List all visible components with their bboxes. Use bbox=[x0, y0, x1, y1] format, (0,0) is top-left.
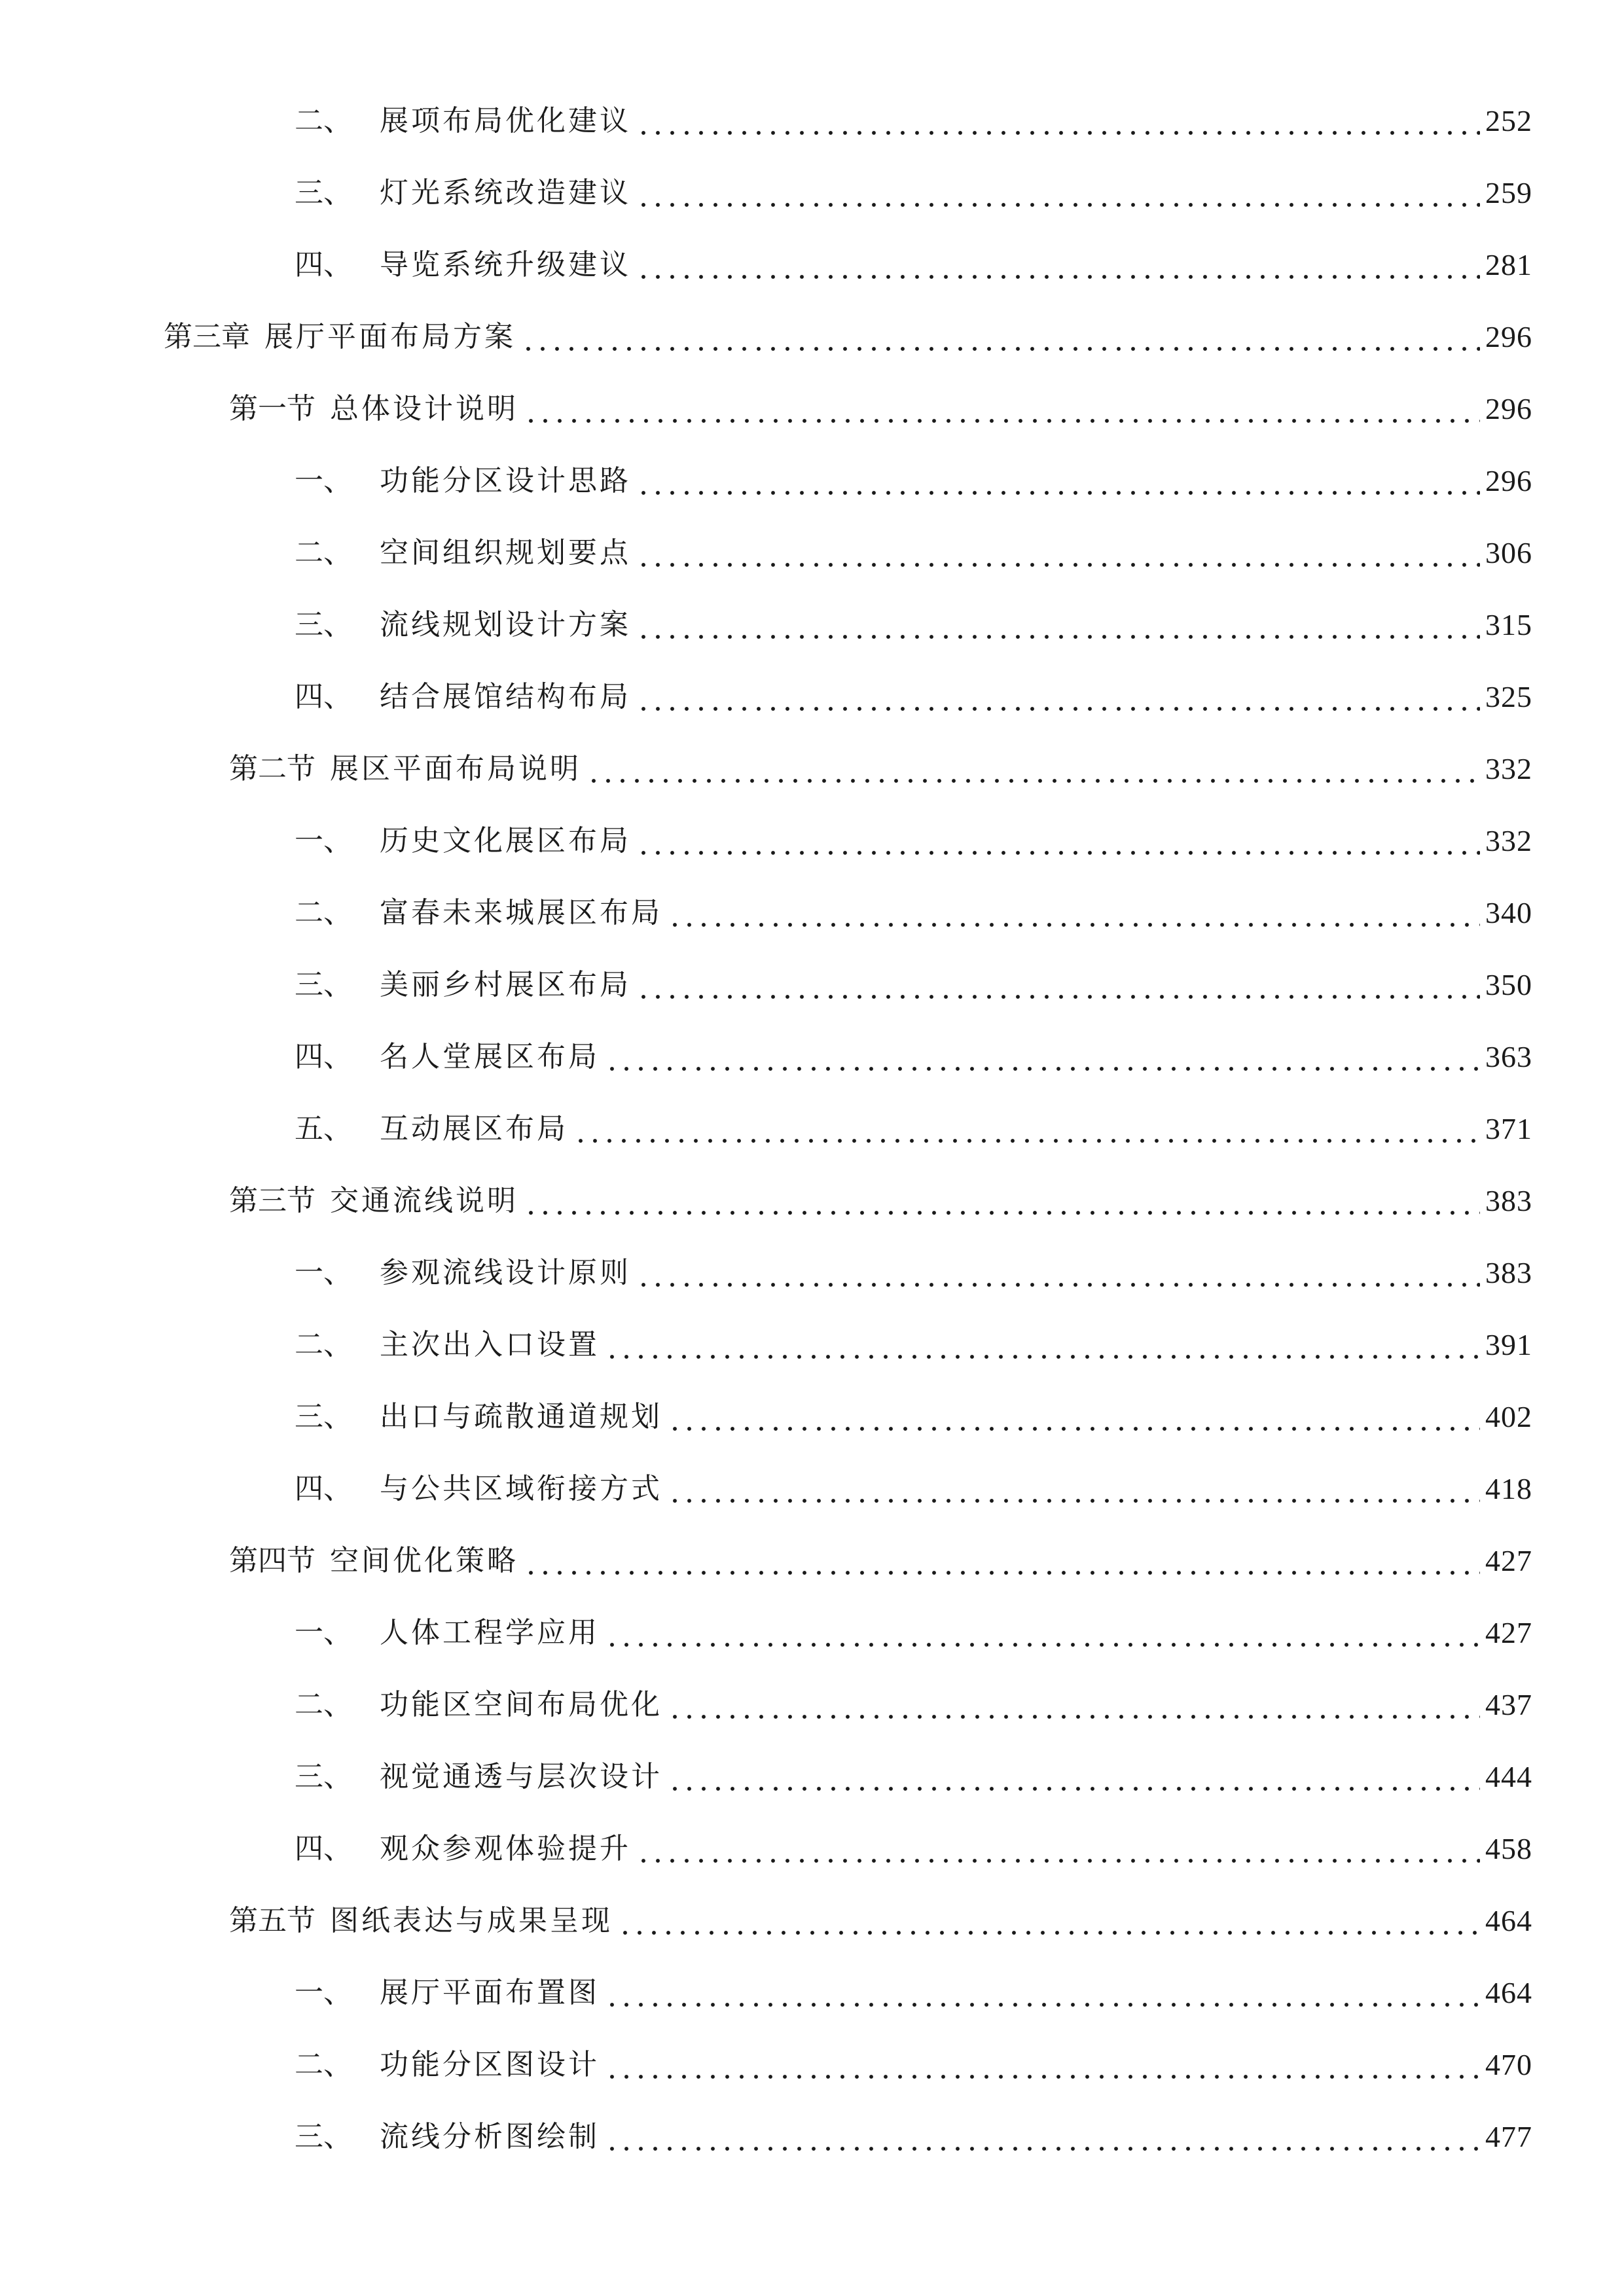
entry-page-number: 477 bbox=[1485, 2120, 1532, 2153]
toc-item[interactable] bbox=[295, 1322, 1532, 1368]
entry-number: 四、 bbox=[295, 680, 352, 713]
dot-leader bbox=[636, 818, 1480, 864]
entry-page-number: 371 bbox=[1485, 1112, 1532, 1145]
entry-title: 参观流线设计原则 bbox=[380, 1256, 631, 1289]
entry-title: 总体设计说明 bbox=[330, 392, 518, 425]
entry-number: 二、 bbox=[295, 896, 352, 929]
entry-number: 第五节 bbox=[229, 1904, 316, 1937]
dot-leader bbox=[524, 1538, 1480, 1584]
entry-page-number: 296 bbox=[1485, 392, 1532, 425]
dot-leader bbox=[605, 2114, 1480, 2160]
dot-leader bbox=[668, 890, 1480, 936]
dot-leader bbox=[524, 386, 1480, 432]
toc-item[interactable] bbox=[295, 1826, 1532, 1872]
entry-number: 第三节 bbox=[229, 1184, 316, 1217]
entry-title: 流线分析图绘制 bbox=[380, 2120, 600, 2153]
entry-page-number: 458 bbox=[1485, 1832, 1532, 1865]
toc-section[interactable] bbox=[229, 1178, 1532, 1224]
toc-section[interactable] bbox=[229, 1538, 1532, 1584]
toc-item[interactable] bbox=[295, 1610, 1532, 1656]
toc-item[interactable] bbox=[295, 530, 1532, 576]
entry-title: 功能分区图设计 bbox=[380, 2048, 600, 2081]
entry-number: 三、 bbox=[295, 1400, 352, 1433]
entry-title: 名人堂展区布局 bbox=[380, 1040, 600, 1073]
toc-item[interactable] bbox=[295, 2114, 1532, 2160]
toc-item[interactable] bbox=[295, 1682, 1532, 1728]
entry-title: 出口与疏散通道规划 bbox=[380, 1400, 662, 1433]
toc-chapter[interactable] bbox=[164, 314, 1532, 360]
entry-page-number: 363 bbox=[1485, 1040, 1532, 1073]
entry-title: 结合展馆结构布局 bbox=[380, 680, 631, 713]
dot-leader bbox=[605, 1610, 1480, 1656]
entry-title: 图纸表达与成果呈现 bbox=[330, 1904, 613, 1937]
entry-number: 二、 bbox=[295, 104, 352, 137]
entry-page-number: 418 bbox=[1485, 1472, 1532, 1505]
entry-page-number: 315 bbox=[1485, 608, 1532, 641]
entry-title: 美丽乡村展区布局 bbox=[380, 968, 631, 1001]
dot-leader bbox=[573, 1106, 1480, 1152]
dot-leader bbox=[636, 602, 1480, 648]
entry-number: 三、 bbox=[295, 1760, 352, 1793]
toc-item[interactable] bbox=[295, 602, 1532, 648]
entry-page-number: 252 bbox=[1485, 104, 1532, 137]
entry-title: 展区平面布局说明 bbox=[330, 752, 581, 785]
entry-number: 五、 bbox=[295, 1112, 352, 1145]
toc-item[interactable] bbox=[295, 2042, 1532, 2088]
entry-page-number: 470 bbox=[1485, 2048, 1532, 2081]
entry-page-number: 383 bbox=[1485, 1256, 1532, 1289]
entry-number: 一、 bbox=[295, 1976, 352, 2009]
entry-page-number: 332 bbox=[1485, 824, 1532, 857]
entry-number: 三、 bbox=[295, 608, 352, 641]
dot-leader bbox=[605, 1322, 1480, 1368]
entry-number: 四、 bbox=[295, 1472, 352, 1505]
entry-title: 人体工程学应用 bbox=[380, 1616, 600, 1649]
dot-leader bbox=[618, 1898, 1480, 1944]
entry-page-number: 340 bbox=[1485, 896, 1532, 929]
entry-title: 展厅平面布置图 bbox=[380, 1976, 600, 2009]
entry-title: 历史文化展区布局 bbox=[380, 824, 631, 857]
dot-leader bbox=[605, 2042, 1480, 2088]
dot-leader bbox=[605, 1034, 1480, 1080]
toc-item[interactable] bbox=[295, 98, 1532, 144]
entry-title: 交通流线说明 bbox=[330, 1184, 518, 1217]
entry-number: 第三章 bbox=[164, 320, 250, 353]
dot-leader bbox=[636, 98, 1480, 144]
entry-page-number: 437 bbox=[1485, 1688, 1532, 1721]
entry-title: 灯光系统改造建议 bbox=[380, 176, 631, 209]
dot-leader bbox=[668, 1754, 1480, 1800]
entry-title: 空间优化策略 bbox=[330, 1544, 518, 1577]
toc-item[interactable] bbox=[295, 1106, 1532, 1152]
entry-number: 四、 bbox=[295, 248, 352, 281]
entry-page-number: 306 bbox=[1485, 536, 1532, 569]
toc-item[interactable] bbox=[295, 242, 1532, 288]
entry-number: 一、 bbox=[295, 1616, 352, 1649]
entry-number: 二、 bbox=[295, 536, 352, 569]
entry-title: 功能分区设计思路 bbox=[380, 464, 631, 497]
entry-number: 第四节 bbox=[229, 1544, 316, 1577]
entry-page-number: 383 bbox=[1485, 1184, 1532, 1217]
dot-leader bbox=[524, 1178, 1480, 1224]
entry-page-number: 427 bbox=[1485, 1616, 1532, 1649]
dot-leader bbox=[668, 1466, 1480, 1512]
entry-title: 互动展区布局 bbox=[380, 1112, 568, 1145]
entry-number: 三、 bbox=[295, 176, 352, 209]
entry-number: 第二节 bbox=[229, 752, 316, 785]
entry-number: 一、 bbox=[295, 464, 352, 497]
entry-page-number: 391 bbox=[1485, 1328, 1532, 1361]
entry-title: 观众参观体验提升 bbox=[380, 1832, 631, 1865]
entry-page-number: 325 bbox=[1485, 680, 1532, 713]
entry-page-number: 402 bbox=[1485, 1400, 1532, 1433]
toc-item[interactable] bbox=[295, 1394, 1532, 1440]
dot-leader bbox=[636, 458, 1480, 504]
entry-title: 空间组织规划要点 bbox=[380, 536, 631, 569]
toc-item[interactable] bbox=[295, 1034, 1532, 1080]
entry-title: 与公共区域衔接方式 bbox=[380, 1472, 662, 1505]
entry-page-number: 464 bbox=[1485, 1976, 1532, 2009]
entry-title: 展项布局优化建议 bbox=[380, 104, 631, 137]
entry-number: 二、 bbox=[295, 1328, 352, 1361]
entry-number: 二、 bbox=[295, 2048, 352, 2081]
entry-title: 导览系统升级建议 bbox=[380, 248, 631, 281]
entry-title: 主次出入口设置 bbox=[380, 1328, 600, 1361]
entry-number: 四、 bbox=[295, 1832, 352, 1865]
dot-leader bbox=[586, 746, 1480, 792]
dot-leader bbox=[605, 1970, 1480, 2016]
entry-number: 四、 bbox=[295, 1040, 352, 1073]
entry-page-number: 296 bbox=[1485, 320, 1532, 353]
toc-section[interactable] bbox=[229, 386, 1532, 432]
entry-title: 功能区空间布局优化 bbox=[380, 1688, 662, 1721]
entry-title: 富春未来城展区布局 bbox=[380, 896, 662, 929]
dot-leader bbox=[636, 674, 1480, 720]
dot-leader bbox=[668, 1394, 1480, 1440]
entry-title: 流线规划设计方案 bbox=[380, 608, 631, 641]
dot-leader bbox=[636, 530, 1480, 576]
entry-page-number: 332 bbox=[1485, 752, 1532, 785]
toc-item[interactable] bbox=[295, 170, 1532, 216]
toc-item[interactable] bbox=[295, 1970, 1532, 2016]
dot-leader bbox=[636, 170, 1480, 216]
entry-page-number: 444 bbox=[1485, 1760, 1532, 1793]
entry-number: 二、 bbox=[295, 1688, 352, 1721]
entry-number: 三、 bbox=[295, 2120, 352, 2153]
entry-page-number: 296 bbox=[1485, 464, 1532, 497]
dot-leader bbox=[636, 1826, 1480, 1872]
entry-page-number: 427 bbox=[1485, 1544, 1532, 1577]
toc-section[interactable] bbox=[229, 1898, 1532, 1944]
entry-number: 三、 bbox=[295, 968, 352, 1001]
entry-title: 展厅平面布局方案 bbox=[264, 320, 516, 353]
dot-leader bbox=[636, 242, 1480, 288]
toc-item[interactable] bbox=[295, 458, 1532, 504]
toc-item[interactable] bbox=[295, 962, 1532, 1008]
entry-page-number: 281 bbox=[1485, 248, 1532, 281]
entry-number: 一、 bbox=[295, 824, 352, 857]
toc-item[interactable] bbox=[295, 1754, 1532, 1800]
dot-leader bbox=[668, 1682, 1480, 1728]
entry-page-number: 350 bbox=[1485, 968, 1532, 1001]
entry-page-number: 259 bbox=[1485, 176, 1532, 209]
entry-page-number: 464 bbox=[1485, 1904, 1532, 1937]
entry-number: 一、 bbox=[295, 1256, 352, 1289]
entry-number: 第一节 bbox=[229, 392, 316, 425]
toc-item[interactable] bbox=[295, 818, 1532, 864]
entry-title: 视觉通透与层次设计 bbox=[380, 1760, 662, 1793]
dot-leader bbox=[521, 314, 1480, 360]
toc-item[interactable] bbox=[295, 1250, 1532, 1296]
toc-item[interactable] bbox=[295, 890, 1532, 936]
toc-item[interactable] bbox=[295, 1466, 1532, 1512]
dot-leader bbox=[636, 962, 1480, 1008]
dot-leader bbox=[636, 1250, 1480, 1296]
toc-section[interactable] bbox=[229, 746, 1532, 792]
toc-item[interactable] bbox=[295, 674, 1532, 720]
